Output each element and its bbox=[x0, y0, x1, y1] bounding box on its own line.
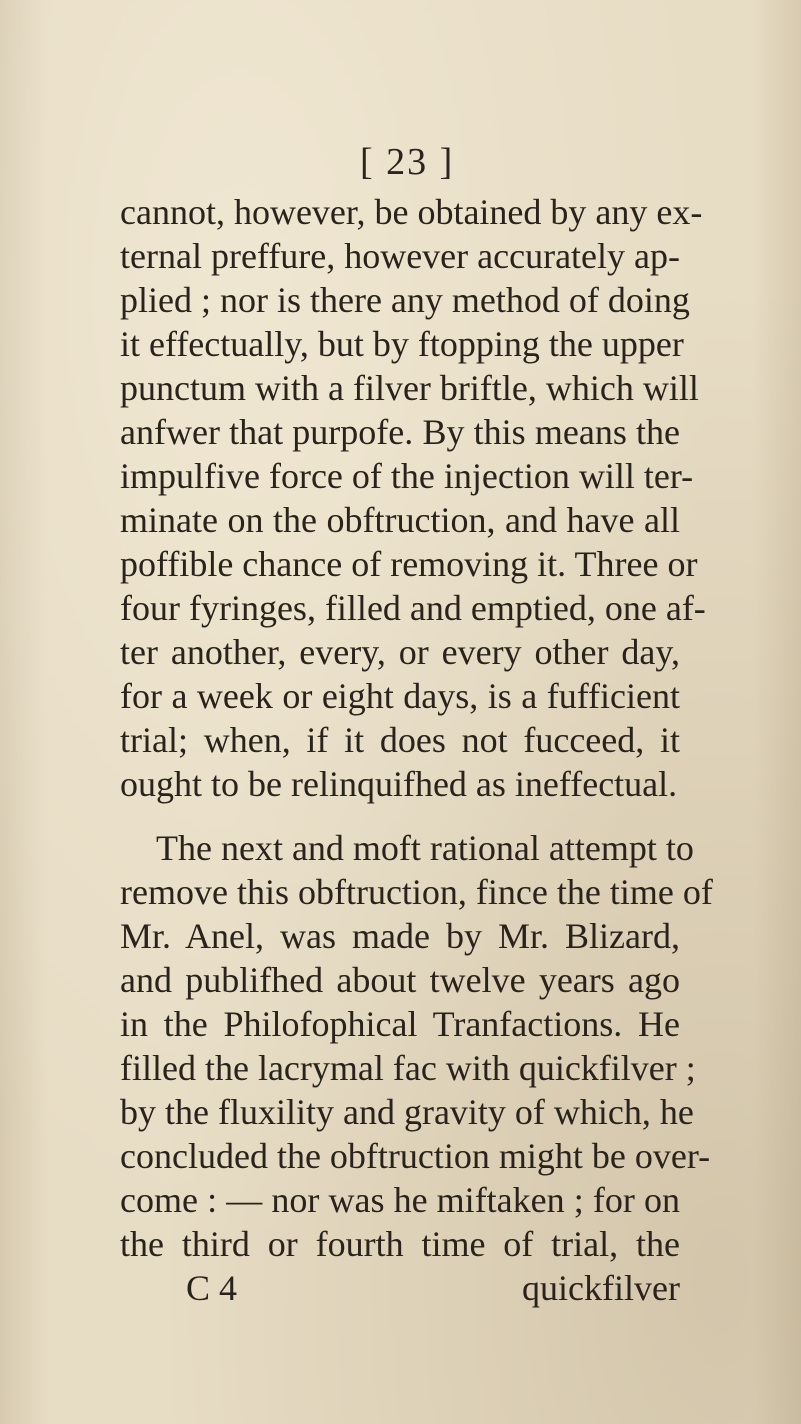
catchword: quickfilver bbox=[522, 1268, 680, 1308]
text-line: ought to be relinquifhed as ineffectual. bbox=[120, 764, 678, 804]
text-line: it effectually, but by ftopping the upper bbox=[120, 324, 684, 364]
text-line: cannot, however, be obtained by any ex- bbox=[120, 192, 703, 232]
text-line: punctum with a filver briftle, which will bbox=[120, 368, 699, 408]
text-line: poffible chance of removing it. Three or bbox=[120, 544, 698, 584]
text-line: four fyringes, filled and emptied, one af- bbox=[120, 588, 706, 628]
text-line: ter another, every, or every other day, bbox=[120, 632, 680, 672]
text-line: impulfive force of the injection will ter- bbox=[120, 456, 694, 496]
text-line: concluded the obftruction might be over- bbox=[120, 1136, 711, 1176]
text-line: anfwer that purpofe. By this means the bbox=[120, 412, 680, 452]
text-line: minate on the obftruction, and have all bbox=[120, 500, 680, 540]
text-line: come : — nor was he miftaken ; for on bbox=[120, 1180, 680, 1220]
text-line: The next and moft rational attempt to bbox=[156, 828, 694, 868]
body-text bbox=[120, 190, 713, 1310]
text-line: in the Philofophical Tranfactions. He bbox=[120, 1004, 680, 1044]
text-line: the third or fourth time of trial, the bbox=[120, 1224, 680, 1264]
paragraph-2 bbox=[120, 826, 713, 1266]
text-line: and publifhed about twelve years ago bbox=[120, 960, 680, 1000]
page-number-header: [ 23 ] bbox=[360, 141, 455, 183]
paragraph-gap bbox=[120, 806, 680, 826]
text-line: Mr. Anel, was made by Mr. Blizard, bbox=[120, 916, 680, 956]
paragraph-1 bbox=[120, 190, 706, 806]
text-line: for a week or eight days, is a fufficient bbox=[120, 676, 680, 716]
text-line: ternal preffure, however accurately ap- bbox=[120, 236, 681, 276]
text-line: filled the lacrymal fac with quickfilver ; bbox=[120, 1048, 696, 1088]
text-line: trial; when, if it does not fucceed, it bbox=[120, 720, 680, 760]
footer-line bbox=[120, 1266, 680, 1310]
text-line: remove this obftruction, fince the time of bbox=[120, 872, 713, 912]
text-line: by the fluxility and gravity of which, he bbox=[120, 1092, 694, 1132]
text-line: plied ; nor is there any method of doing bbox=[120, 280, 690, 320]
signature-mark: C 4 bbox=[186, 1268, 238, 1308]
